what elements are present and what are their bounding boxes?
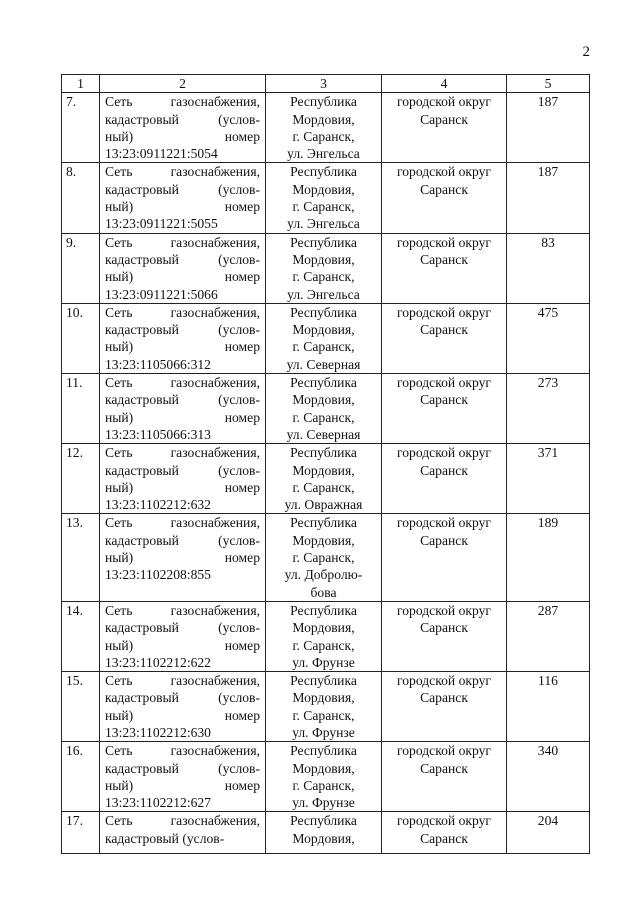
address-line: Республика [290, 304, 357, 320]
object-description-line: кадастровый (услов- [105, 111, 260, 127]
object-description-line: Сеть газоснабжения, [105, 515, 260, 531]
table-row [62, 812, 590, 854]
address [266, 303, 382, 373]
address-line: ул. Энгельса [287, 286, 360, 302]
object-description-line: кадастровый (услов- [105, 251, 260, 267]
object-description-line: Сеть газоснабжения, [105, 673, 260, 689]
municipality: городской округ Саранск [382, 444, 507, 514]
table-row [62, 93, 590, 163]
object-description-line: ный) номер [105, 550, 260, 566]
address-line: г. Саранск, [292, 269, 355, 285]
header-col-1: 1 [62, 75, 100, 93]
row-number: 7. [62, 93, 100, 163]
address-line: Мордовия, [292, 251, 355, 267]
value: 187 [507, 93, 590, 163]
row-number: 8. [62, 163, 100, 233]
address [266, 233, 382, 303]
object-description [100, 374, 266, 444]
address-line: Мордовия, [292, 322, 355, 338]
object-description-line: 13:23:1102208:855 [105, 567, 211, 583]
value: 83 [507, 233, 590, 303]
object-description-line: кадастровый (услов- [105, 392, 260, 408]
municipality: городской округ Саранск [382, 303, 507, 373]
row-number: 14. [62, 601, 100, 671]
table-row [62, 742, 590, 812]
municipality: городской округ Саранск [382, 374, 507, 444]
value: 475 [507, 303, 590, 373]
value: 187 [507, 163, 590, 233]
table-row [62, 514, 590, 601]
address [266, 444, 382, 514]
address-line: Республика [290, 445, 357, 461]
object-description-line: ный) номер [105, 479, 260, 495]
object-description-line: Сеть газоснабжения, [105, 743, 260, 759]
object-description [100, 303, 266, 373]
municipality: городской округ Саранск [382, 93, 507, 163]
table-row [62, 374, 590, 444]
object-description-line: Сеть газоснабжения, [105, 602, 260, 618]
address-line: Республика [290, 743, 357, 759]
address-line: г. Саранск, [292, 339, 355, 355]
table-row [62, 303, 590, 373]
municipality: городской округ Саранск [382, 601, 507, 671]
address [266, 514, 382, 601]
object-description-line: Сеть газоснабжения, [105, 304, 260, 320]
address-line: г. Саранск, [292, 637, 355, 653]
value: 116 [507, 672, 590, 742]
object-description-line: 13:23:0911221:5054 [105, 146, 218, 162]
municipality: городской округ Саранск [382, 812, 507, 854]
address-line: Мордовия, [292, 392, 355, 408]
table-row [62, 672, 590, 742]
address-line: Республика [290, 164, 357, 180]
address-line: Республика [290, 813, 357, 829]
object-description-line: ный) номер [105, 777, 260, 793]
address-line: г. Саранск, [292, 777, 355, 793]
object-description-line: 13:23:1105066:313 [105, 426, 211, 442]
object-description [100, 444, 266, 514]
address-line: Республика [290, 673, 357, 689]
address-line: Мордовия, [292, 181, 355, 197]
address-line: Республика [290, 234, 357, 250]
object-description-line: кадастровый (услов- [105, 181, 260, 197]
row-number: 16. [62, 742, 100, 812]
address [266, 93, 382, 163]
object-description [100, 233, 266, 303]
address-line: Мордовия, [292, 760, 355, 776]
object-description-line: 13:23:1105066:312 [105, 356, 211, 372]
object-description-line: ный) номер [105, 637, 260, 653]
address-line: ул. Овражная [284, 497, 363, 513]
table-row [62, 444, 590, 514]
address [266, 812, 382, 854]
address-line: г. Саранск, [292, 199, 355, 215]
address-line: Республика [290, 602, 357, 618]
object-description-line: кадастровый (услов- [105, 760, 260, 776]
address-line: Мордовия, [292, 690, 355, 706]
address-line: ул. Северная [286, 426, 361, 442]
municipality: городской округ Саранск [382, 672, 507, 742]
object-description-line: 13:23:1102212:630 [105, 724, 211, 740]
object-description-line: кадастровый (услов- [105, 532, 260, 548]
municipality: городской округ Саранск [382, 514, 507, 601]
value: 273 [507, 374, 590, 444]
value: 340 [507, 742, 590, 812]
address-line: Мордовия, [292, 111, 355, 127]
page-number: 2 [582, 44, 590, 60]
objects-table [61, 74, 590, 854]
address-line: ул. Фрунзе [292, 654, 355, 670]
header-col-4: 4 [382, 75, 507, 93]
municipality: городской округ Саранск [382, 233, 507, 303]
object-description-line: Сеть газоснабжения, [105, 164, 260, 180]
value: 189 [507, 514, 590, 601]
object-description-line: ный) номер [105, 409, 260, 425]
table-body [62, 93, 590, 854]
address [266, 374, 382, 444]
row-number: 12. [62, 444, 100, 514]
municipality: городской округ Саранск [382, 742, 507, 812]
object-description-line: Сеть газоснабжения, [105, 375, 260, 391]
address-line: Республика [290, 375, 357, 391]
row-number: 11. [62, 374, 100, 444]
address-line: г. Саранск, [292, 550, 355, 566]
address-line: Мордовия, [292, 532, 355, 548]
object-description [100, 672, 266, 742]
object-description-line: ный) номер [105, 339, 260, 355]
address-line: г. Саранск, [292, 128, 355, 144]
row-number: 10. [62, 303, 100, 373]
object-description-line: 13:23:1102212:627 [105, 795, 211, 811]
header-col-5: 5 [507, 75, 590, 93]
table-row [62, 233, 590, 303]
object-description [100, 514, 266, 601]
address-line: Республика [290, 94, 357, 110]
object-description-line: кадастровый (услов- [105, 620, 260, 636]
object-description-line: 13:23:0911221:5066 [105, 286, 218, 302]
object-description [100, 812, 266, 854]
address-line: Мордовия, [292, 462, 355, 478]
object-description [100, 601, 266, 671]
object-description [100, 163, 266, 233]
address-line: ул. Добролю- [284, 567, 363, 583]
address-line: г. Саранск, [292, 479, 355, 495]
object-description [100, 742, 266, 812]
object-description-line: Сеть газоснабжения, [105, 445, 260, 461]
address-line: г. Саранск, [292, 707, 355, 723]
header-col-3: 3 [266, 75, 382, 93]
object-description-line: Сеть газоснабжения, [105, 813, 260, 829]
address-line: Республика [290, 515, 357, 531]
object-description-line: Сеть газоснабжения, [105, 234, 260, 250]
object-description-line: ный) номер [105, 707, 260, 723]
object-description-line: кадастровый (услов- [105, 322, 260, 338]
row-number: 17. [62, 812, 100, 854]
table-row [62, 163, 590, 233]
address [266, 672, 382, 742]
address-line: бова [310, 584, 337, 600]
value: 287 [507, 601, 590, 671]
object-description-line: кадастровый (услов- [105, 690, 260, 706]
object-description-line: ный) номер [105, 269, 260, 285]
row-number: 9. [62, 233, 100, 303]
value: 371 [507, 444, 590, 514]
municipality: городской округ Саранск [382, 163, 507, 233]
address-line: ул. Северная [286, 356, 361, 372]
object-description [100, 93, 266, 163]
object-description-line: Сеть газоснабжения, [105, 94, 260, 110]
address-line: ул. Энгельса [287, 146, 360, 162]
object-description-line: 13:23:1102212:622 [105, 654, 211, 670]
object-description-line: 13:23:0911221:5055 [105, 216, 218, 232]
address-line: ул. Фрунзе [292, 724, 355, 740]
address-line: ул. Фрунзе [292, 795, 355, 811]
object-description-line: ный) номер [105, 128, 260, 144]
object-description-line: кадастровый (услов- [105, 462, 260, 478]
row-number: 15. [62, 672, 100, 742]
header-col-2: 2 [100, 75, 266, 93]
table-header-row [62, 75, 590, 93]
object-description-line: ный) номер [105, 199, 260, 215]
address-line: Мордовия, [292, 620, 355, 636]
address-line: ул. Энгельса [287, 216, 360, 232]
address-line: Мордовия, [292, 830, 355, 846]
address-line: г. Саранск, [292, 409, 355, 425]
address [266, 601, 382, 671]
row-number: 13. [62, 514, 100, 601]
object-description-line: 13:23:1102212:632 [105, 497, 211, 513]
object-description-line: кадастровый (услов- [105, 830, 225, 846]
table-row [62, 601, 590, 671]
address [266, 742, 382, 812]
value: 204 [507, 812, 590, 854]
address [266, 163, 382, 233]
